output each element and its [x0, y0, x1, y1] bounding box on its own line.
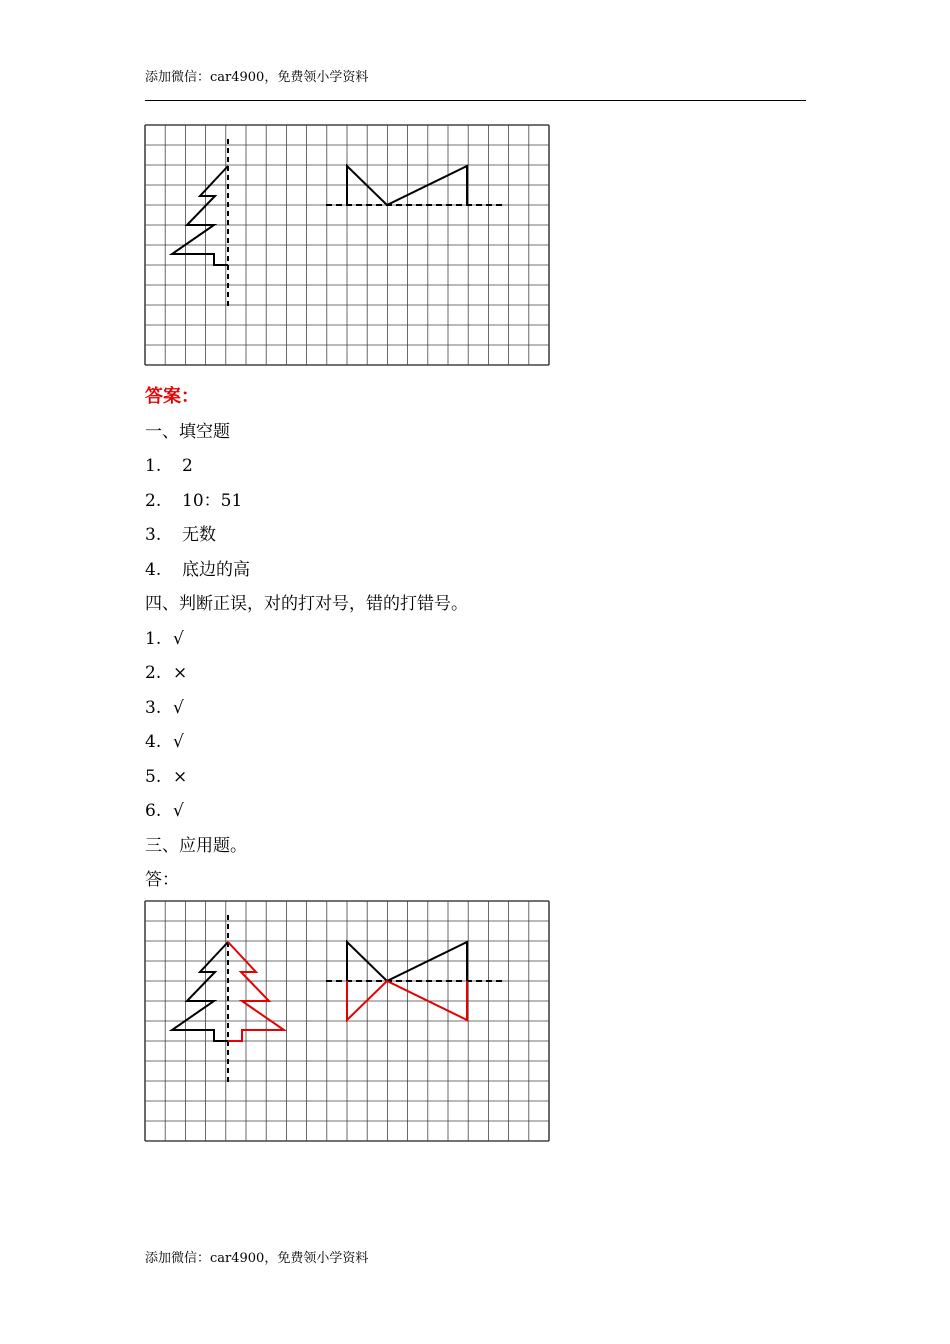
- grid-lines: [145, 125, 549, 365]
- tree-shape: [172, 942, 228, 1041]
- item-answer: √: [173, 697, 184, 718]
- list-item: [145, 553, 468, 588]
- list-item: [145, 622, 468, 657]
- list-item: [145, 760, 468, 795]
- list-item: [145, 484, 468, 519]
- item-number: 6.: [145, 801, 162, 821]
- item-answer: 底边的高: [182, 559, 250, 580]
- item-number: 4.: [145, 559, 162, 580]
- item-number: 5.: [145, 766, 162, 787]
- item-answer: 无数: [182, 525, 216, 545]
- item-answer: 2: [182, 456, 193, 476]
- answer-section: [145, 380, 468, 898]
- answer-title: 答案：: [145, 386, 199, 407]
- triangle-reflection: [347, 981, 467, 1020]
- item-answer: ×: [173, 766, 188, 787]
- list-item: [145, 656, 468, 691]
- triangle-shape: [347, 942, 467, 981]
- list-item: [145, 794, 468, 829]
- footer-text: 添加微信：car4900，免费领小学资料: [145, 1251, 369, 1266]
- item-answer: 10：51: [182, 490, 243, 511]
- item-answer: √: [173, 801, 184, 821]
- item-answer: √: [173, 732, 184, 752]
- item-number: 3.: [145, 525, 162, 545]
- item-number: 1.: [145, 628, 162, 649]
- answer-label: 答：: [145, 870, 179, 890]
- list-item: [145, 725, 468, 760]
- item-answer: ×: [173, 663, 188, 683]
- list-item: [145, 449, 468, 484]
- header-text: 添加微信：car4900，免费领小学资料: [145, 70, 369, 85]
- list-item: [145, 691, 468, 726]
- section-heading-application: 三、应用题。: [145, 835, 247, 856]
- item-number: 2.: [145, 490, 162, 511]
- item-number: 2.: [145, 663, 162, 683]
- item-number: 3.: [145, 697, 162, 718]
- item-answer: √: [173, 628, 184, 649]
- list-item: [145, 518, 468, 553]
- tree-shape: [172, 166, 228, 265]
- item-number: 1.: [145, 456, 162, 476]
- section-heading-fill-blank: 一、填空题: [145, 421, 230, 442]
- section-heading-true-false: 四、判断正误，对的打对号，错的打错号。: [145, 594, 468, 614]
- header-divider: [145, 100, 806, 101]
- triangle-shape: [347, 166, 467, 205]
- item-number: 4.: [145, 732, 162, 752]
- question-grid-figure: [144, 124, 550, 366]
- tree-reflection: [228, 942, 284, 1041]
- answer-grid-figure: [144, 900, 550, 1142]
